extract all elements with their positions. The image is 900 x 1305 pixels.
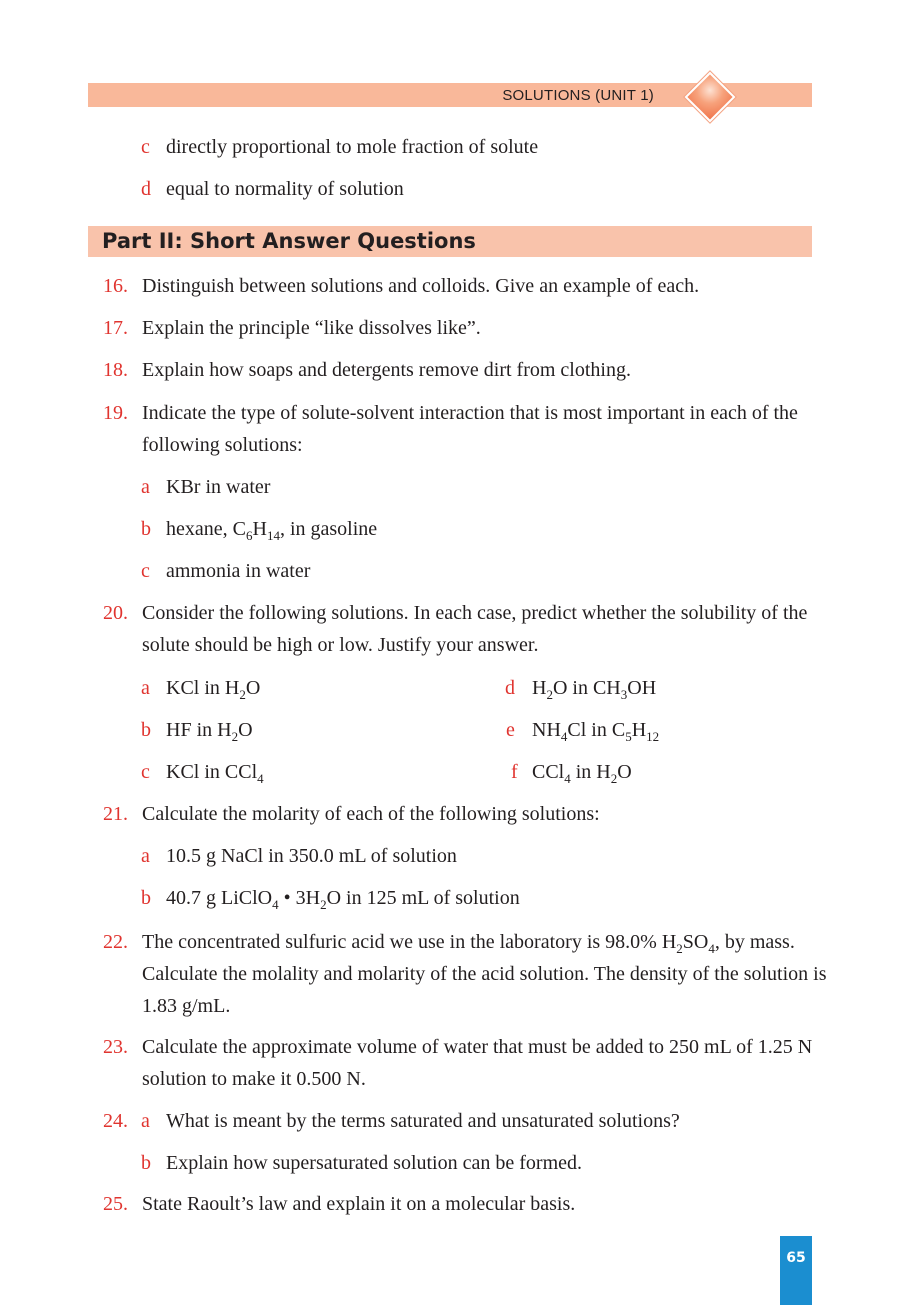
option-text: 40.7 g LiClO$_4$ • $3H_2O$ in 125 mL of solution (166, 887, 520, 912)
question-text-continued: Calculate the molality and molarity of the acid solution. The density of the solution is (142, 963, 827, 985)
option-text: 10.5 g NaCl in 350.0 mL of solution (166, 845, 457, 867)
option-letter: a (141, 1110, 150, 1132)
option-letter: b (141, 518, 151, 540)
option-letter: d (505, 677, 515, 699)
question-text: State Raoult’s law and explain it on a molecular basis. (142, 1193, 576, 1215)
section-header (88, 226, 812, 257)
question-number: 22. (103, 931, 128, 953)
question-text: Calculate the molarity of each of the following solutions: (142, 803, 600, 825)
option-text: CCl$_4$ in $H_2O$ (532, 761, 632, 786)
question-text: Indicate the type of solute-solvent interaction that is most important in each of the (142, 402, 798, 424)
option-letter: c (141, 136, 150, 158)
question-text-continued: following solutions: (142, 434, 303, 456)
option-letter: a (141, 476, 150, 498)
section-title: Part II: Short Answer Questions (102, 229, 476, 253)
page-number-tab (780, 1236, 812, 1305)
question-text-continued: solution to make it 0.500 N. (142, 1068, 366, 1090)
question-text: Calculate the approximate volume of water that must be added to 250 mL of 1.25 N (142, 1036, 813, 1058)
page-number: 65 (786, 1250, 806, 1266)
header-title: SOLUTIONS (UNIT 1) (502, 87, 654, 104)
question-number: 18. (103, 359, 128, 381)
option-text: equal to normality of solution (166, 178, 404, 200)
question-number: 20. (103, 602, 128, 624)
question-number: 19. (103, 402, 128, 424)
question-text-continued: solute should be high or low. Justify your answer. (142, 634, 539, 656)
option-text: $NH_4Cl$ in $C_5H_{12}$ (532, 719, 660, 744)
question-number: 25. (103, 1193, 128, 1215)
question-text-continued: 1.83 g/mL. (142, 995, 231, 1017)
option-text: KCl in $H_2O$ (166, 677, 261, 702)
option-letter: f (511, 761, 518, 783)
question-number: 24. (103, 1110, 128, 1132)
option-text: ammonia in water (166, 560, 311, 582)
option-letter: b (141, 719, 151, 741)
option-text: Explain how supersaturated solution can be formed. (166, 1152, 582, 1174)
option-letter: c (141, 761, 150, 783)
question-text: Distinguish between solutions and colloids. Give an example of each. (142, 275, 700, 297)
option-letter: e (506, 719, 515, 741)
question-number: 23. (103, 1036, 128, 1058)
option-letter: b (141, 887, 151, 909)
question-number: 16. (103, 275, 128, 297)
option-text: KBr in water (166, 476, 271, 498)
option-letter: d (141, 178, 151, 200)
question-number: 21. (103, 803, 128, 825)
question-text: Explain how soaps and detergents remove dirt from clothing. (142, 359, 631, 381)
option-letter: a (141, 845, 150, 867)
option-text: directly proportional to mole fraction of solute (166, 136, 539, 158)
diamond-ornament-icon (685, 72, 736, 123)
option-text: HF in $H_2O$ (166, 719, 253, 744)
question-text: Explain the principle “like dissolves like”. (142, 317, 481, 339)
question-number: 17. (103, 317, 128, 339)
option-text: hexane, $C_6H_{14}$, in gasoline (166, 518, 378, 543)
option-letter: b (141, 1152, 151, 1174)
question-text: The concentrated sulfuric acid we use in the laboratory is 98.0% $H_2SO_4$, by mass. (142, 931, 795, 956)
question-text: Consider the following solutions. In each case, predict whether the solubility of the (142, 602, 808, 624)
option-text: KCl in CCl$_4$ (166, 761, 264, 786)
option-text: What is meant by the terms saturated and unsaturated solutions? (166, 1110, 680, 1132)
option-text: $H_2O$ in $CH_3OH$ (532, 677, 657, 702)
option-letter: c (141, 560, 150, 582)
option-letter: a (141, 677, 150, 699)
